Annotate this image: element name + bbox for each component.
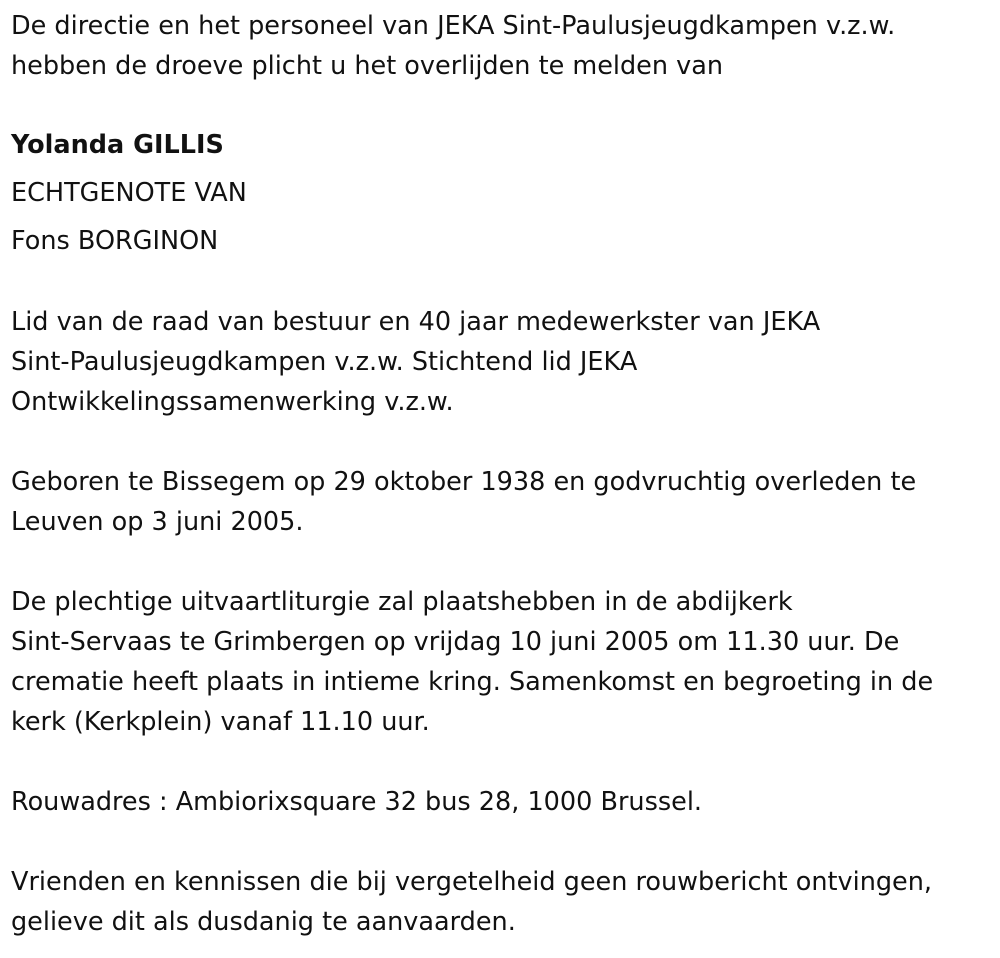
birth-death-line-2: Leuven op 3 juni 2005.: [11, 507, 304, 537]
closing-line-1: Vrienden en kennissen die bij vergetelheid geen rouwbericht ontvingen,: [11, 867, 933, 897]
deceased-name: Yolanda GILLIS: [11, 130, 224, 160]
intro-line-1: De directie en het personeel van JEKA Sint-Paulusjeugdkampen v.z.w.: [11, 11, 896, 41]
mourning-address: Rouwadres : Ambiorixsquare 32 bus 28, 1000 Brussel.: [11, 787, 703, 817]
birth-death-line-1: Geboren te Bissegem op 29 oktober 1938 en godvruchtig overleden te: [11, 467, 917, 497]
funeral-line-2: Sint-Servaas te Grimbergen op vrijdag 10 juni 2005 om 11.30 uur. De: [11, 627, 900, 657]
role-line-2: Sint-Paulusjeugdkampen v.z.w. Stichtend lid JEKA: [11, 347, 638, 377]
spouse-name: Fons BORGINON: [11, 226, 219, 256]
funeral-line-3: crematie heeft plaats in intieme kring. Samenkomst en begroeting in de: [11, 667, 934, 697]
role-line-1: Lid van de raad van bestuur en 40 jaar medewerkster van JEKA: [11, 307, 821, 337]
role-line-3: Ontwikkelingssamenwerking v.z.w.: [11, 387, 454, 417]
intro-line-2: hebben de droeve plicht u het overlijden te melden van: [11, 51, 723, 81]
closing-line-2: gelieve dit als dusdanig te aanvaarden.: [11, 907, 516, 937]
funeral-line-1: De plechtige uitvaartliturgie zal plaatshebben in de abdijkerk: [11, 587, 793, 617]
funeral-line-4: kerk (Kerkplein) vanaf 11.10 uur.: [11, 707, 430, 737]
relation-label: ECHTGENOTE VAN: [11, 178, 247, 208]
